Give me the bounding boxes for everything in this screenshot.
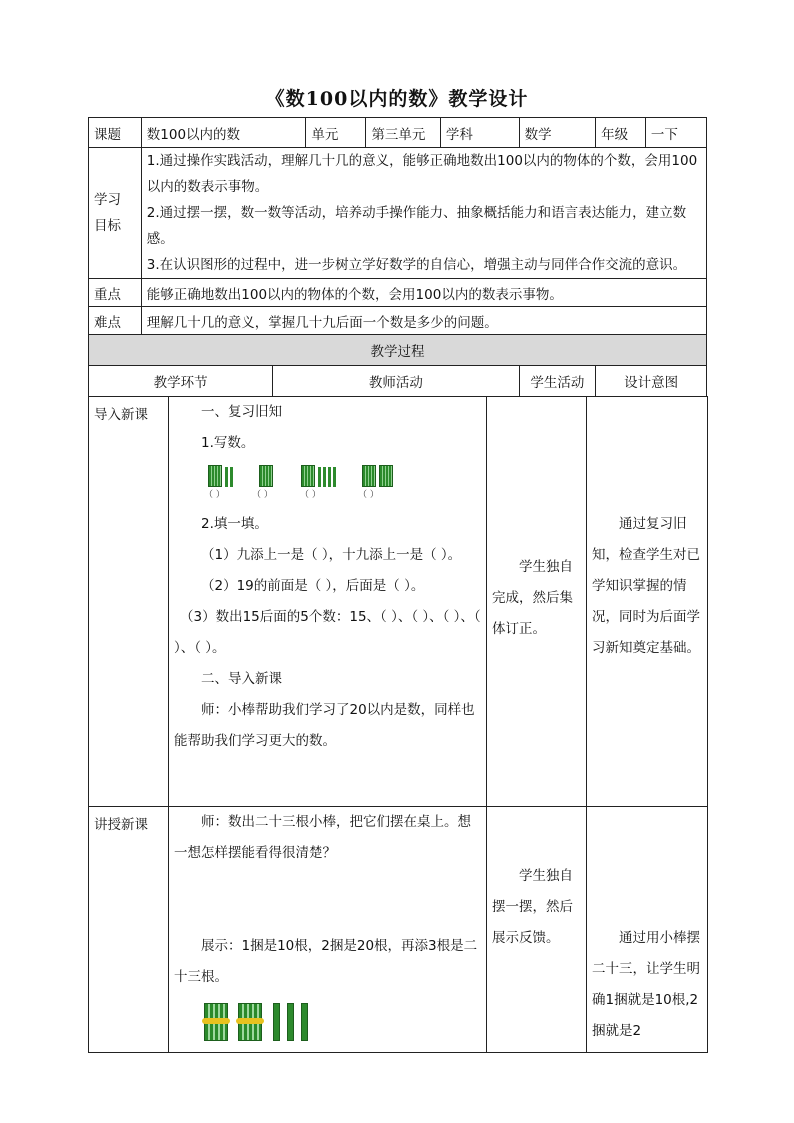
- goal-item: 2.通过摆一摆，数一数等活动，培养动手操作能力、抽象概括能力和语言表达能力，建立数感。: [146, 205, 687, 247]
- single-stick: [301, 1003, 308, 1041]
- bundle-of-ten: [238, 1003, 262, 1041]
- question-1: （1）九添上一是（ ），十九添上一是（ ）。: [201, 547, 462, 563]
- goals-label-line1: 学习: [94, 192, 121, 208]
- subject-value: 数学: [519, 118, 596, 148]
- document-title: 《数100以内的数》教学设计: [265, 88, 529, 110]
- bundle-group: [301, 465, 338, 487]
- goal-item: 1.通过操作实践活动，理解几十几的意义，能够正确地数出100以内的物体的个数，会用100以内的数表示事物。: [146, 153, 698, 195]
- teacher-demo: 展示：1捆是10根，2捆是20根，再添3根是二十三根。: [174, 938, 478, 985]
- intro-text: 师：小棒帮助我们学习了20以内是数，同样也能帮助我们学习更大的数。: [174, 702, 475, 749]
- design-intent-text: 通过复习旧知，检查学生对已学知识掌握的情况，同时为后面学习新知奠定基础。: [592, 516, 700, 656]
- student-activity: [487, 807, 587, 1053]
- student-activity-text: 学生独自摆一摆，然后展示反馈。: [492, 868, 573, 946]
- goals-label: [89, 148, 142, 279]
- answer-blank: （ ）: [358, 490, 379, 500]
- col-teacher-header: 教师活动: [273, 366, 519, 397]
- stick-bundles-illustration: [174, 459, 481, 509]
- goals-label-line2: 目标: [94, 218, 121, 234]
- col-stage-header: 教学环节: [89, 366, 273, 397]
- design-intent: [587, 807, 708, 1053]
- difficulty-value: 理解几十几的意义，掌握几十九后面一个数是多少的问题。: [141, 307, 706, 335]
- grade-label: 年级: [596, 118, 646, 148]
- key-point-value: 能够正确地数出100以内的物体的个数，会用100以内的数表示事物。: [141, 279, 706, 307]
- single-stick: [273, 1003, 280, 1041]
- stage-name: 导入新课: [89, 397, 169, 807]
- bundle-group: [259, 465, 276, 487]
- single-stick: [287, 1003, 294, 1041]
- fill-heading: 2.填一填。: [201, 516, 268, 532]
- subject-label: 学科: [440, 118, 519, 148]
- unit-label: 单元: [306, 118, 366, 148]
- unit-value: 第三单元: [366, 118, 441, 148]
- design-intent: [587, 397, 708, 807]
- teacher-prompt: 师：数出二十三根小棒，把它们摆在桌上。想一想怎样摆能看得很清楚？: [174, 814, 471, 861]
- goals-content: [141, 148, 706, 279]
- topic-value: 数100以内的数: [141, 118, 306, 148]
- student-activity: [487, 397, 587, 807]
- process-header: 教学过程: [89, 335, 707, 366]
- answer-blank: （ ）: [252, 490, 273, 500]
- difficulty-label: 难点: [89, 307, 142, 335]
- col-student-header: 学生活动: [519, 366, 596, 397]
- review-heading: 一、复习旧知: [201, 404, 282, 420]
- lesson-plan-table: [88, 117, 707, 1053]
- bundle-group: [362, 465, 396, 487]
- grade-value: 一下: [645, 118, 706, 148]
- bundle-group: [208, 465, 235, 487]
- teacher-activity: [169, 397, 487, 807]
- answer-blank: （ ）: [300, 490, 321, 500]
- student-activity-text: 学生独自完成，然后集体订正。: [492, 559, 573, 637]
- topic-label: 课题: [89, 118, 142, 148]
- bundle-of-ten: [204, 1003, 228, 1041]
- intro-heading: 二、导入新课: [201, 671, 282, 687]
- goal-item: 3.在认识图形的过程中，进一步树立学好数学的自信心，增强主动与同伴合作交流的意识。: [146, 257, 687, 273]
- write-numbers-task: 1.写数。: [201, 435, 255, 451]
- key-point-label: 重点: [89, 279, 142, 307]
- col-intent-header: 设计意图: [596, 366, 707, 397]
- teacher-activity: [169, 807, 487, 1053]
- answer-blanks: [190, 487, 481, 500]
- stage-name: 讲授新课: [89, 807, 169, 1053]
- question-2: （2）19的前面是（ ），后面是（ ）。: [201, 578, 425, 594]
- answer-blank: （ ）: [204, 490, 225, 500]
- stick-bundles-23-illustration: [174, 993, 481, 1047]
- question-3: （3）数出15后面的5个数：15、（ ）、（ ）、（ ）、（ ）、（ ）。: [174, 609, 481, 656]
- design-intent-text: 通过用小棒摆二十三，让学生明确1捆就是10根,2捆就是2: [592, 930, 700, 1039]
